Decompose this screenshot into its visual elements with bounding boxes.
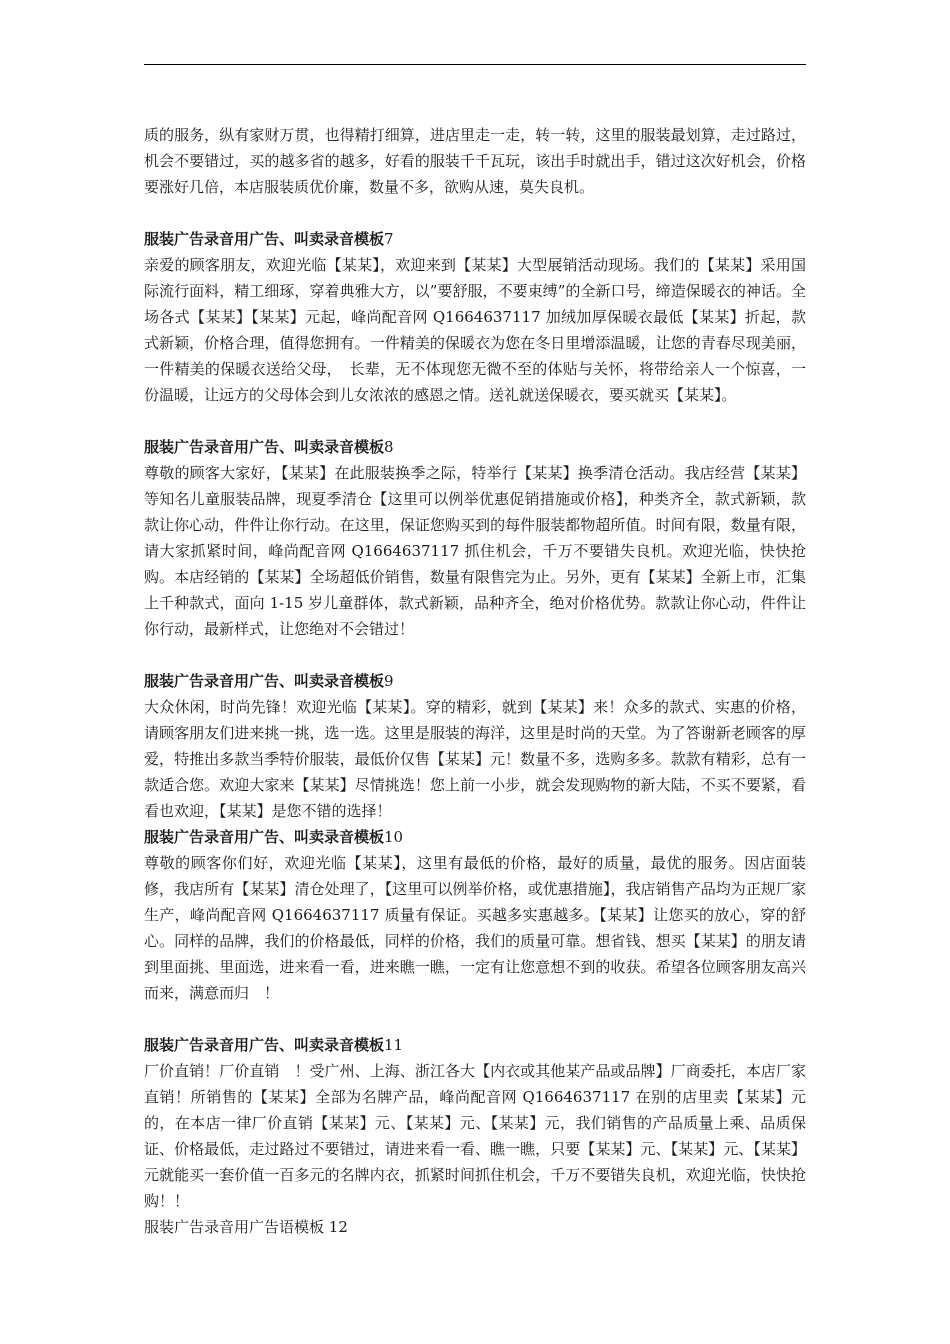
spacer: [144, 642, 806, 668]
section-body-10: 尊敬的顾客你们好，欢迎光临【某某】，这里有最低的价格，最好的质量，最优的服务。因店面装修，我店所有【某某】清仓处理了，【这里可以例举价格，或优惠措施】，我店销售产品均为正规厂家生产，峰尚配音网 Q1664637117 质量有保证。买越多实惠越多。【某某】让您买的放心，穿的舒心。同样的品牌，我们的价格最低，同样的价格，我们的质量可靠。想省钱、想买【某某】的朋友请到里面挑、里面选，进来看一看，进来瞧一瞧，一定有让您意想不到的收获。希望各位顾客朋友高兴而来，满意而归 ！: [144, 854, 806, 1002]
section-heading-9: 服装广告录音用广告、叫卖录音模板9: [144, 672, 394, 690]
section-heading-11: 服装广告录音用广告、叫卖录音模板11: [144, 1036, 404, 1054]
document-body: [144, 122, 806, 1240]
spacer: [144, 408, 806, 434]
section-heading-12: 服装广告录音用广告语模板 12: [144, 1218, 348, 1236]
header-rule: [144, 64, 806, 65]
section-heading-8: 服装广告录音用广告、叫卖录音模板8: [144, 438, 394, 456]
section-body-7: 亲爱的顾客朋友，欢迎光临【某某】，欢迎来到【某某】大型展销活动现场。我们的【某某】采用国际流行面料，精工细琢，穿着典雅大方，以”要舒服，不要束缚”的全新口号，缔造保暖衣的神话。全场各式【某某】【某某】元起，峰尚配音网 Q1664637117 加绒加厚保暖衣最低【某某】折起，款式新颖，价格合理，值得您拥有。一件精美的保暖衣为您在冬日里增添温暖，让您的青春尽现美丽，一件精美的保暖衣送给父母， 长辈，无不体现您无微不至的体贴与关怀，将带给亲人一个惊喜，一份温暖，让远方的父母体会到儿女浓浓的感恩之情。送礼就送保暖衣，要买就买【某某】。: [144, 256, 806, 404]
intro-paragraph: 质的服务，纵有家财万贯，也得精打细算，进店里走一走，转一转，这里的服装最划算，走过路过，机会不要错过，买的越多省的越多，好看的服装千千瓦玩，该出手时就出手，错过这次好机会，价格要涨好几倍，本店服装质优价廉，数量不多，欲购从速，莫失良机。: [144, 126, 806, 196]
section-body-11: 厂价直销！厂价直销 ！受广州、上海、浙江各大【内衣或其他某产品或品牌】厂商委托，本店厂家直销！所销售的【某某】全部为名牌产品，峰尚配音网 Q1664637117 在别的店里卖【某某】元的，在本店一律厂价直销【某某】元、【某某】元、【某某】元，我们销售的产品质量上乘、品质保证、价格最低，走过路过不要错过，请进来看一看、瞧一瞧，只要【某某】元、【某某】元、【某某】元就能买一套价值一百多元的名牌内衣，抓紧时间抓住机会，千万不要错失良机，欢迎光临，快快抢购！！: [144, 1062, 806, 1210]
section-heading-7: 服装广告录音用广告、叫卖录音模板7: [144, 230, 394, 248]
spacer: [144, 200, 806, 226]
spacer: [144, 1006, 806, 1032]
section-heading-10: 服装广告录音用广告、叫卖录音模板10: [144, 828, 404, 846]
section-body-8: 尊敬的顾客大家好，【某某】在此服装换季之际，特举行【某某】换季清仓活动。我店经营【某某】等知名儿童服装品牌，现夏季清仓【这里可以例举优惠促销措施或价格】，种类齐全，款式新颖，款款让你心动，件件让你行动。在这里，保证您购买到的每件服装都物超所值。时间有限，数量有限，请大家抓紧时间，峰尚配音网 Q1664637117 抓住机会，千万不要错失良机。欢迎光临，快快抢购。本店经销的【某某】全场超低价销售，数量有限售完为止。另外，更有【某某】全新上市，汇集上千种款式，面向 1-15 岁儿童群体，款式新颖，品种齐全，绝对价格优势。款款让你心动，件件让你行动，最新样式，让您绝对不会错过！: [144, 464, 806, 638]
section-body-9: 大众休闲，时尚先锋！欢迎光临【某某】。穿的精彩，就到【某某】来！众多的款式、实惠的价格，请顾客朋友们进来挑一挑，选一选。这里是服装的海洋，这里是时尚的天堂。为了答谢新老顾客的厚爱，特推出多款当季特价服装，最低价仅售【某某】元！数量不多，选购多多。款款有精彩，总有一款适合您。欢迎大家来【某某】尽情挑选！您上前一小步，就会发现购物的新大陆，不买不要紧，看看也欢迎，【某某】是您不错的选择！: [144, 698, 806, 820]
